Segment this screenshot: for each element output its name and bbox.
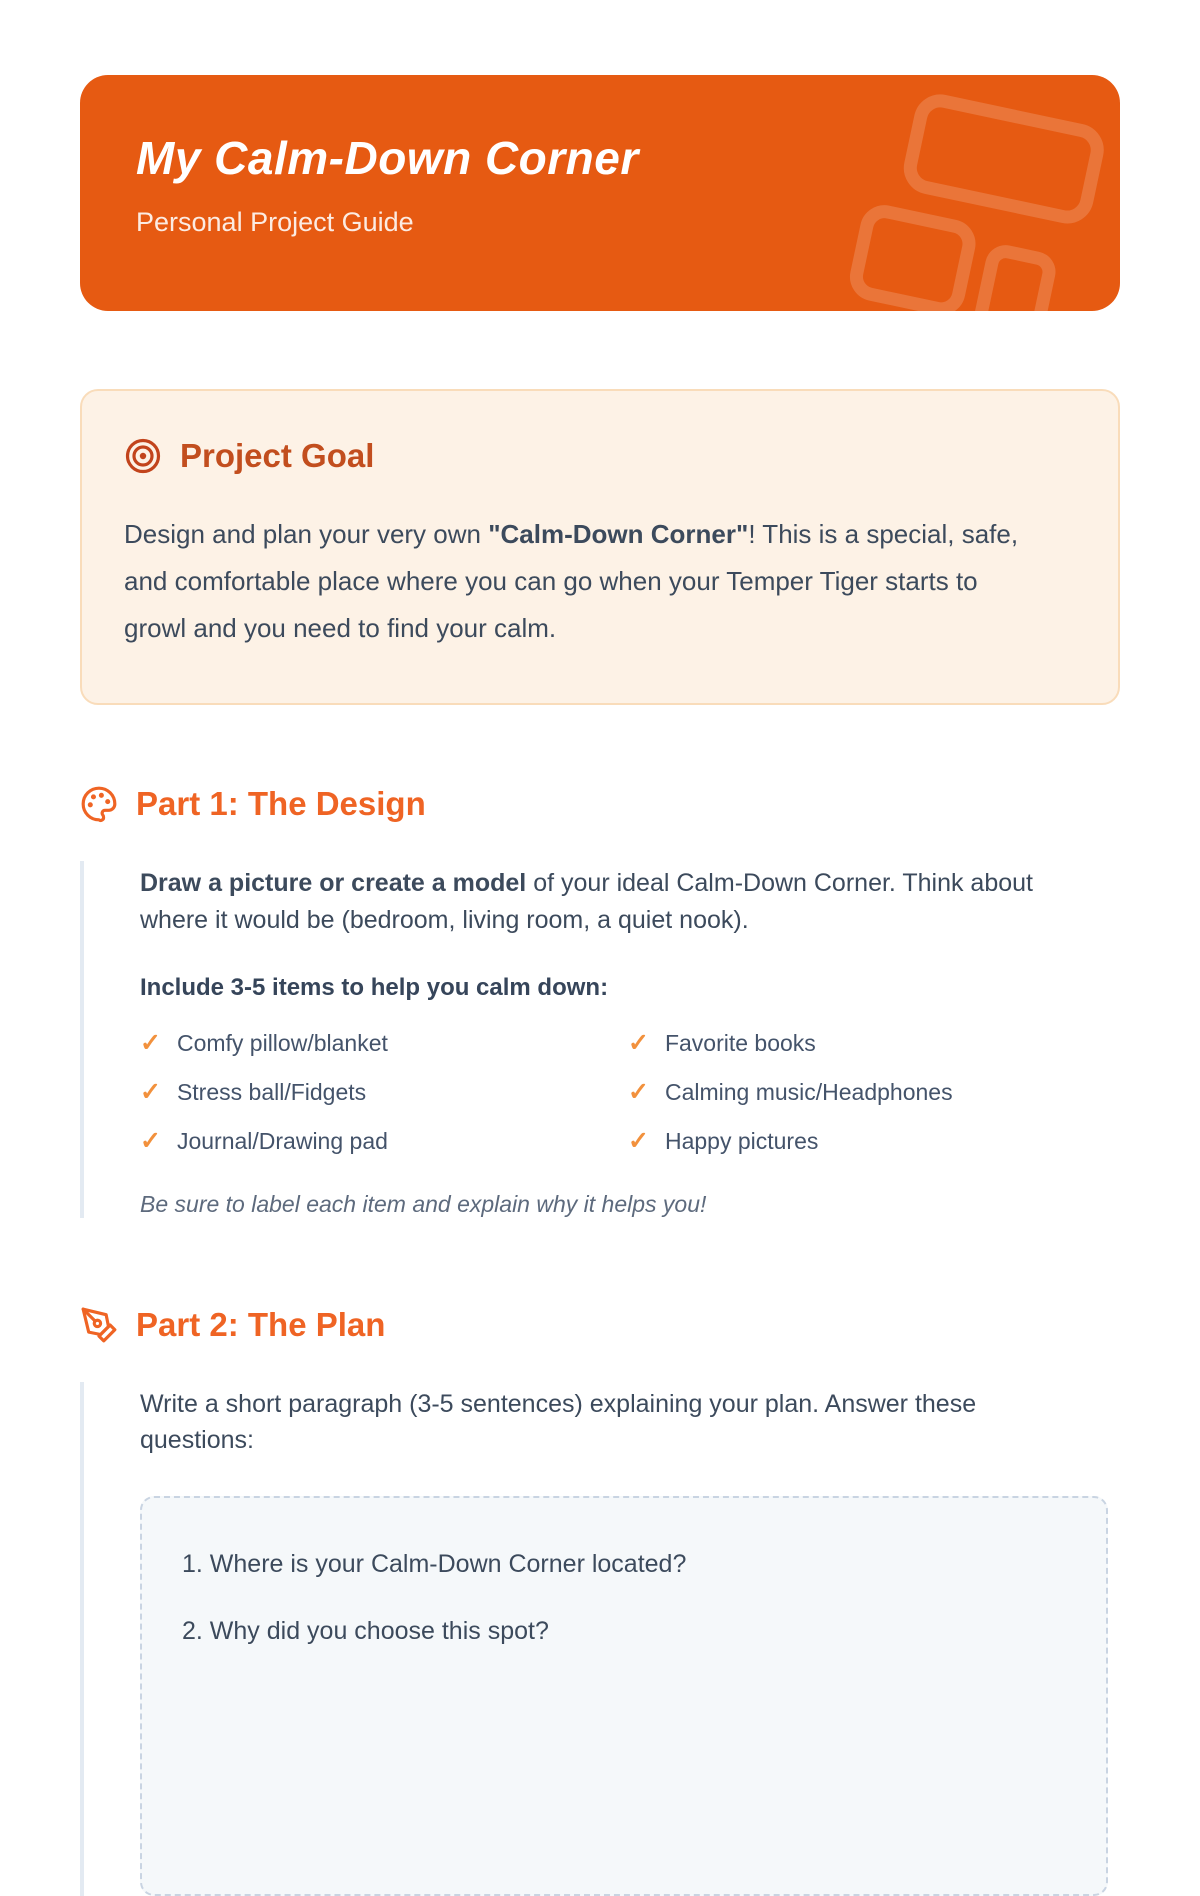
checklist-item-label: Journal/Drawing pad [176,1127,388,1154]
header-banner [80,75,1120,311]
goal-text-after: ! This is a special, safe, and comfortable place where you can go when your Temper Tiger starts to growl and you need to find your calm. [124,519,1019,643]
calm-items-checklist [140,1030,1120,1155]
part1-note: Be sure to label each item and explain why it helps you! [140,1190,707,1217]
question-list [182,1550,1066,1646]
goal-text-bold: "Calm-Down Corner" [488,519,749,549]
part1-intro-rest: of your ideal Calm-Down Corner. Think about where it would be (bedroom, living room, a quiet nook). [140,869,1033,934]
layout-shapes-icon [844,93,1114,311]
questions-box [140,1496,1108,1896]
question-item: 1. Where is your Calm-Down Corner located? [182,1550,1066,1579]
checklist-item [140,1079,628,1106]
checklist-item-label: Comfy pillow/blanket [176,1029,388,1056]
goal-text-before: Design and plan your very own [124,519,489,549]
check-icon: ✓ [140,1077,161,1106]
check-icon: ✓ [628,1077,649,1106]
checklist-item [628,1128,1120,1155]
check-icon: ✓ [140,1126,161,1155]
check-icon: ✓ [140,1028,161,1057]
project-goal-heading [124,437,1076,475]
checklist-item-label: Calming music/Headphones [664,1078,953,1105]
part1-heading [80,785,1120,823]
page-subtitle: Personal Project Guide [136,207,414,237]
check-icon: ✓ [628,1126,649,1155]
project-goal-title: Project Goal [180,437,375,474]
part2-title: Part 2: The Plan [136,1305,386,1343]
project-goal-text [124,511,1029,651]
pen-tool-icon [80,1306,118,1344]
question-item: 2. Why did you choose this spot? [182,1617,1066,1646]
part2-content [80,1382,1120,1896]
checklist-item-label: Favorite books [664,1029,816,1056]
checklist-item [628,1079,1120,1106]
checklist-title: Include 3-5 items to help you calm down: [140,973,609,1001]
palette-icon [80,785,118,823]
checklist-item-label: Stress ball/Fidgets [176,1078,367,1105]
checklist-item [140,1030,628,1057]
part1-intro-bold: Draw a picture or create a model [140,869,527,898]
part2-intro: Write a short paragraph (3-5 sentences) explaining your plan. Answer these questions: [140,1389,977,1455]
bullseye-icon [124,437,162,475]
checklist-item [140,1128,628,1155]
part1-title: Part 1: The Design [136,785,426,823]
checklist-item [628,1030,1120,1057]
project-goal-card [80,389,1120,705]
checklist-item-label: Happy pictures [664,1127,819,1154]
part2-heading [80,1306,1120,1344]
check-icon: ✓ [628,1028,649,1057]
part1-intro [140,865,1080,938]
part1-content [80,861,1120,1218]
page-title: My Calm-Down Corner [136,132,639,184]
